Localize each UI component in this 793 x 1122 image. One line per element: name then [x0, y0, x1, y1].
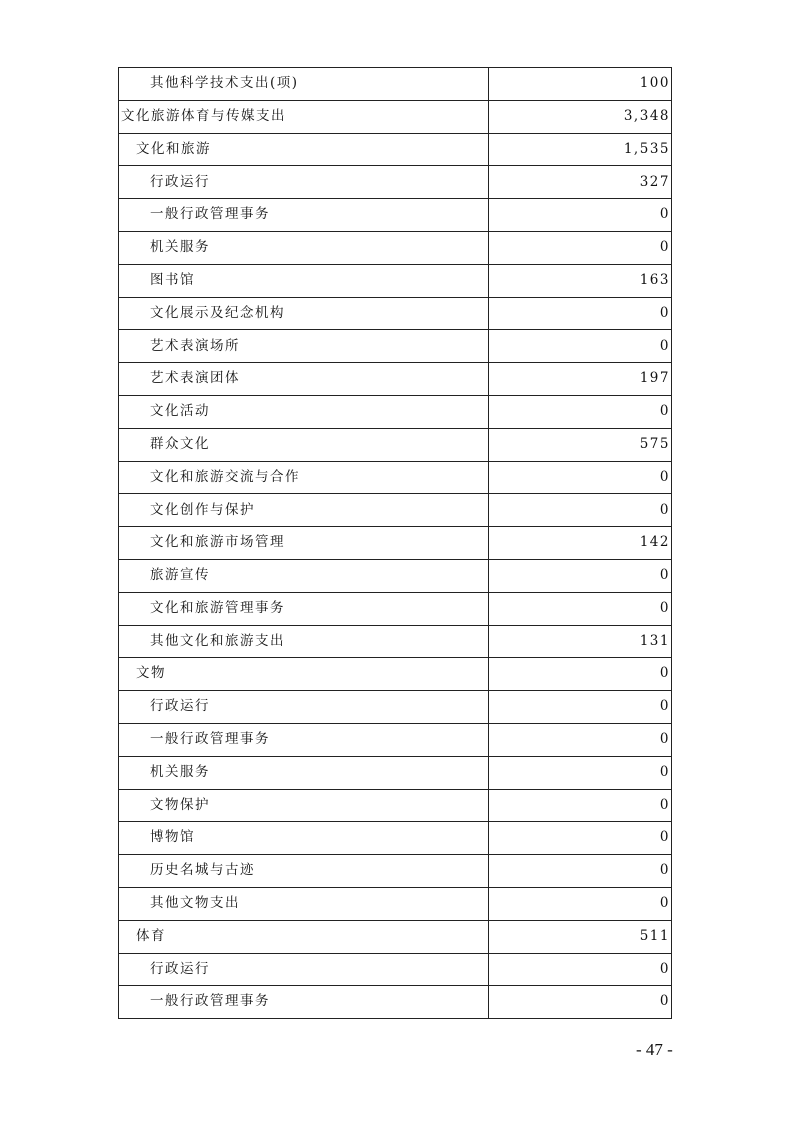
table-row — [119, 953, 672, 986]
row-item-name: 一般行政管理事务 — [119, 986, 489, 1019]
table-row — [119, 559, 672, 592]
row-item-name: 文物 — [119, 658, 489, 691]
table-row — [119, 527, 672, 560]
row-amount: 100 — [489, 68, 672, 101]
row-item-name: 文化创作与保护 — [119, 494, 489, 527]
table-row — [119, 625, 672, 658]
row-amount: 0 — [489, 789, 672, 822]
table-row — [119, 658, 672, 691]
row-item-name: 一般行政管理事务 — [119, 723, 489, 756]
row-item-name: 机关服务 — [119, 231, 489, 264]
table-row — [119, 986, 672, 1019]
table-row — [119, 100, 672, 133]
row-amount: 1,535 — [489, 133, 672, 166]
row-amount: 0 — [489, 297, 672, 330]
row-item-name: 体育 — [119, 920, 489, 953]
row-item-name: 其他文物支出 — [119, 887, 489, 920]
row-item-name: 文化和旅游交流与合作 — [119, 461, 489, 494]
row-amount: 575 — [489, 428, 672, 461]
row-amount: 327 — [489, 166, 672, 199]
row-item-name: 一般行政管理事务 — [119, 199, 489, 232]
table-row — [119, 231, 672, 264]
row-amount: 0 — [489, 822, 672, 855]
table-row — [119, 592, 672, 625]
row-item-name: 艺术表演团体 — [119, 363, 489, 396]
row-item-name: 文物保护 — [119, 789, 489, 822]
row-amount: 0 — [489, 855, 672, 888]
table-row — [119, 461, 672, 494]
table-row — [119, 199, 672, 232]
table-body — [119, 68, 672, 1019]
row-item-name: 行政运行 — [119, 166, 489, 199]
table-row — [119, 264, 672, 297]
row-amount: 511 — [489, 920, 672, 953]
table-row — [119, 920, 672, 953]
row-item-name: 其他科学技术支出(项) — [119, 68, 489, 101]
table-row — [119, 68, 672, 101]
row-amount: 0 — [489, 231, 672, 264]
table-row — [119, 297, 672, 330]
row-amount: 0 — [489, 559, 672, 592]
table-row — [119, 494, 672, 527]
row-amount: 0 — [489, 461, 672, 494]
row-amount: 0 — [489, 691, 672, 724]
row-item-name: 机关服务 — [119, 756, 489, 789]
row-amount: 0 — [489, 887, 672, 920]
table-row — [119, 723, 672, 756]
row-item-name: 图书馆 — [119, 264, 489, 297]
table-row — [119, 789, 672, 822]
row-amount: 0 — [489, 395, 672, 428]
row-amount: 0 — [489, 986, 672, 1019]
row-amount: 0 — [489, 199, 672, 232]
row-item-name: 文化活动 — [119, 395, 489, 428]
row-amount: 197 — [489, 363, 672, 396]
row-item-name: 群众文化 — [119, 428, 489, 461]
table-row — [119, 363, 672, 396]
budget-table — [118, 67, 672, 1019]
row-amount: 131 — [489, 625, 672, 658]
row-amount: 0 — [489, 953, 672, 986]
row-amount: 0 — [489, 330, 672, 363]
row-amount: 0 — [489, 592, 672, 625]
row-item-name: 文化和旅游管理事务 — [119, 592, 489, 625]
row-item-name: 艺术表演场所 — [119, 330, 489, 363]
row-item-name: 博物馆 — [119, 822, 489, 855]
row-amount: 0 — [489, 658, 672, 691]
table-row — [119, 822, 672, 855]
row-amount: 142 — [489, 527, 672, 560]
table-row — [119, 166, 672, 199]
row-amount: 0 — [489, 494, 672, 527]
row-amount: 0 — [489, 756, 672, 789]
table-row — [119, 887, 672, 920]
table-row — [119, 855, 672, 888]
row-item-name: 行政运行 — [119, 953, 489, 986]
row-amount: 163 — [489, 264, 672, 297]
table-row — [119, 691, 672, 724]
row-item-name: 文化旅游体育与传媒支出 — [119, 100, 489, 133]
row-item-name: 其他文化和旅游支出 — [119, 625, 489, 658]
row-item-name: 文化和旅游市场管理 — [119, 527, 489, 560]
table-row — [119, 330, 672, 363]
table-row — [119, 133, 672, 166]
row-amount: 0 — [489, 723, 672, 756]
row-item-name: 文化展示及纪念机构 — [119, 297, 489, 330]
row-item-name: 行政运行 — [119, 691, 489, 724]
table-row — [119, 395, 672, 428]
page-number: - 47 - — [636, 1040, 673, 1059]
row-item-name: 历史名城与古迹 — [119, 855, 489, 888]
row-item-name: 文化和旅游 — [119, 133, 489, 166]
table-row — [119, 428, 672, 461]
row-item-name: 旅游宣传 — [119, 559, 489, 592]
row-amount: 3,348 — [489, 100, 672, 133]
table-row — [119, 756, 672, 789]
